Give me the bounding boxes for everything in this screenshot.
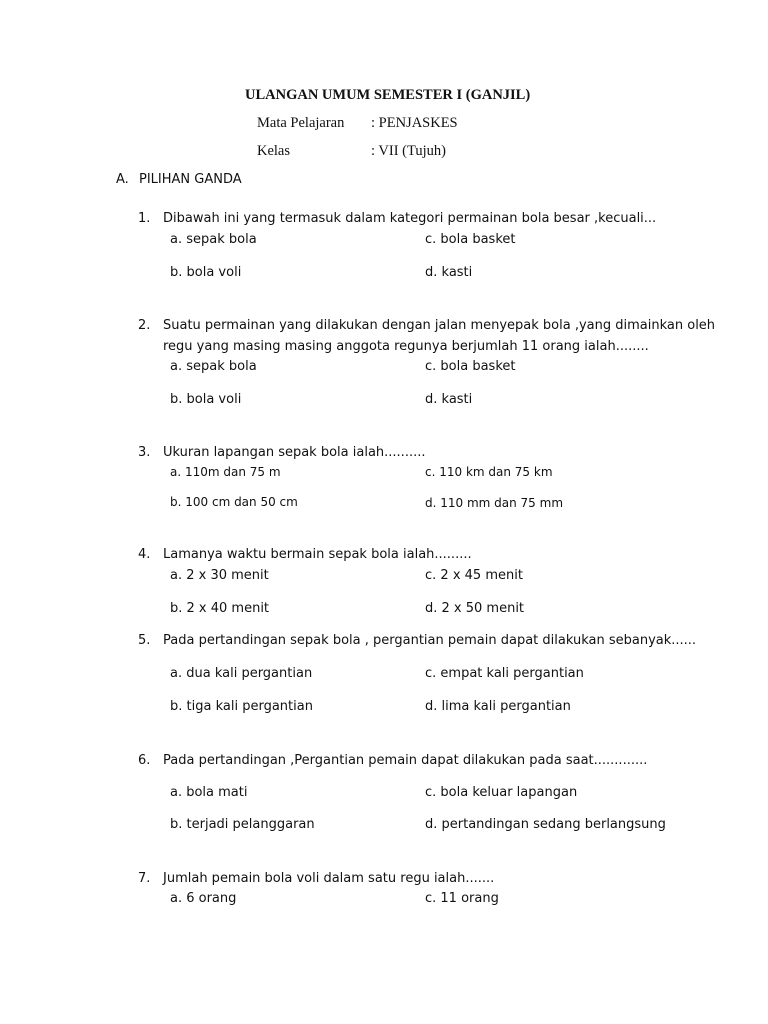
option-b: b. bola voli [170, 392, 242, 407]
option-c: c. bola keluar lapangan [425, 785, 578, 800]
option-d: d. kasti [425, 265, 473, 280]
option-d: d. 110 mm dan 75 mm [425, 496, 564, 510]
question-text-line-1: Suatu permainan yang dilakukan dengan jalan menyepak bola ,yang dimainkan oleh [163, 318, 716, 333]
question-number: 7. [138, 871, 151, 886]
option-c: c. empat kali pergantian [425, 666, 584, 681]
question-number: 2. [138, 318, 151, 333]
section-title: PILIHAN GANDA [139, 172, 242, 187]
option-a: a. 110m dan 75 m [170, 465, 281, 479]
question-text: Pada pertandingan ,Pergantian pemain dapat dilakukan pada saat............. [163, 753, 648, 768]
question-number: 6. [138, 753, 151, 768]
option-d: d. kasti [425, 392, 473, 407]
question-text: Ukuran lapangan sepak bola ialah.......... [163, 445, 426, 460]
question-text: Pada pertandingan sepak bola , pergantian pemain dapat dilakukan sebanyak...... [163, 633, 697, 648]
option-a: a. 2 x 30 menit [170, 568, 269, 583]
class-value: : VII (Tujuh) [371, 143, 446, 159]
subject-label: Mata Pelajaran [257, 115, 345, 131]
exam-title: ULANGAN UMUM SEMESTER I (GANJIL) [245, 87, 531, 103]
option-b: b. 2 x 40 menit [170, 601, 270, 616]
option-c: c. 110 km dan 75 km [425, 465, 553, 479]
option-a: a. sepak bola [170, 232, 257, 247]
question-number: 4. [138, 547, 151, 562]
option-c: c. bola basket [425, 232, 516, 247]
option-d: d. lima kali pergantian [425, 699, 571, 714]
question-text-line-2: regu yang masing masing anggota regunya berjumlah 11 orang ialah........ [163, 339, 649, 354]
option-b: b. 100 cm dan 50 cm [170, 495, 298, 509]
option-c: c. 11 orang [425, 891, 499, 906]
question-text: Dibawah ini yang termasuk dalam kategori permainan bola besar ,kecuali... [163, 211, 657, 226]
class-label: Kelas [257, 143, 291, 159]
option-b: b. tiga kali pergantian [170, 699, 313, 714]
section-marker: A. [116, 172, 129, 187]
option-b: b. terjadi pelanggaran [170, 817, 315, 832]
question-number: 1. [138, 211, 151, 226]
option-d: d. 2 x 50 menit [425, 601, 525, 616]
option-c: c. 2 x 45 menit [425, 568, 523, 583]
option-b: b. bola voli [170, 265, 242, 280]
question-text: Lamanya waktu bermain sepak bola ialah......... [163, 547, 472, 562]
question-text: Jumlah pemain bola voli dalam satu regu ialah....... [163, 871, 495, 886]
option-a: a. dua kali pergantian [170, 666, 313, 681]
option-a: a. bola mati [170, 785, 248, 800]
question-number: 5. [138, 633, 151, 648]
option-a: a. sepak bola [170, 359, 257, 374]
question-number: 3. [138, 445, 151, 460]
option-c: c. bola basket [425, 359, 516, 374]
subject-value: : PENJASKES [371, 115, 458, 131]
option-d: d. pertandingan sedang berlangsung [425, 817, 666, 832]
option-a: a. 6 orang [170, 891, 237, 906]
